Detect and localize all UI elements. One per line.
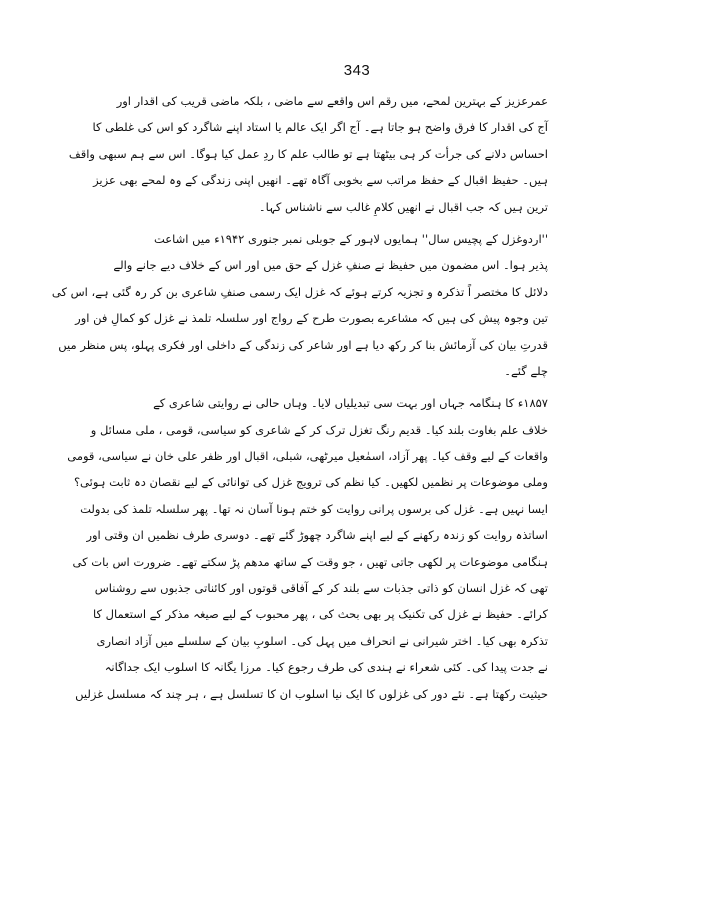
text-line: چلے گئے۔ [504,363,548,378]
text-line: واقعات کے لیے وقف کیا۔ پھر آزاد، اسمٰعیل میرٹھی، شبلی، اقبال اور ظفر علی خان نے سیاسی، قومی [67,449,548,464]
text-line: آج کی اقدار کا فرق واضح ہو جاتا ہے۔ آج اگر ایک عالم یا استاد اپنے شاگرد کو اس کی غلطی کا [92,120,548,135]
text-line: ایسا نہیں ہے۔ غزل کی برسوں پرانی روایت کو ختم ہونا آسان نہ تھا۔ پھر سلسلہ تلمذ کی بدولت [80,501,548,516]
text-line: ہنگامی موضوعات پر لکھی جاتی تھیں ، جو وقت کے ساتھ مدھم پڑ سکتے تھے۔ ضرورت اس بات کی [72,554,548,569]
text-line: ہیں۔ حفیظ اقبال کے حفظ مراتب سے بخوبی آگاہ تھے۔ انھیں اپنی زندگی کے وہ لمحے بھی عزیز [93,173,548,188]
text-line: نے جدت پیدا کی۔ کئی شعراء نے ہندی کی طرف رجوع کیا۔ مرزا یگانہ کا اسلوب ایک جداگانہ [104,660,548,675]
text-line: حیثیت رکھتا ہے۔ نئے دور کی غزلوں کا ایک نیا اسلوب ان کا تسلسل ہے ، ہر چند کہ مسلسل غزلیں [75,686,548,701]
text-line: اساتذہ روایت کو زندہ رکھنے کے لیے اپنے شاگرد چھوڑ گئے تھے۔ دوسری طرف نظمیں ان وقتی اور [86,528,548,543]
text-line: احساس دلانے کی جرأت کر ہی بیٹھتا ہے تو طالب علم کا ردِ عمل کیا ہوگا۔ اس سے ہم سبھی واقف [68,146,548,161]
page-number: 343 [343,62,371,79]
paragraph [51,226,548,384]
text-line: خلاف علم بغاوت بلند کیا۔ قدیم رنگ تغزل ترک کر کے شاعری کو سیاسی، قومی ، ملی مسائل و [90,422,548,437]
text-line: تین وجوہ پیش کی ہیں کہ مشاعرے بصورت طرح کے رواج اور سلسلہ تلمذ نے غزل کو کمالِ فن اور [75,311,548,326]
paragraph [67,390,548,707]
text-line: پذیر ہوا۔ اس مضمون میں حفیظ نے صنفِ غزل کے حق میں اور اس کے خلاف دیے جانے والے [113,258,548,273]
text-line: قدرتِ بیان کی آزمائش بنا کر رکھ دیا ہے اور شاعر کی زندگی کے داخلی اور فکری پہلو، پس منظر میں [58,337,548,352]
paragraph [68,88,548,220]
text-line: دلائل کا مختصر اً تذکرہ و تجزیہ کرتے ہوئے کہ غزل ایک رسمی صنفِ شاعری بن کر رہ گئی ہے، اس کی [51,284,548,299]
text-line: تذکرہ بھی کیا۔ اختر شیرانی نے انحراف میں پہل کی۔ اسلوبِ بیان کے سلسلے میں آزاد انصاری [96,633,548,648]
text-line: وملی موضوعات پر نظمیں لکھیں۔ کیا نظم کی ترویج غزل کی توانائی کے لیے نقصان دہ ثابت ہوئی؟ [73,475,548,490]
text-line: ''اردوغزل کے پچیس سال'' ہمایوں لاہور کے جوبلی نمبر جنوری ۱۹۴۲ء میں اشاعت [154,231,548,246]
text-line: کرائے۔ حفیظ نے غزل کی تکنیک پر بھی بحث کی ، پھر محبوب کے لیے صیغہ مذکر کے استعمال کا [93,607,548,622]
text-line: عمرعزیز کے بہترین لمحے، میں رقم اس واقعے سے ماضی ، بلکہ ماضی قریب کی اقدار اور [116,94,548,108]
text-line: ۱۸۵۷ء کا ہنگامہ جہاں اور بہت سی تبدیلیاں لایا۔ وہاں حالی نے روایتی شاعری کے [153,396,548,411]
page-body [51,88,548,707]
text-line: تھی کہ غزل انسان کو ذاتی جذبات سے بلند کر کے آفاقی قوتوں اور کائناتی جذبوں سے روشناس [94,581,548,596]
text-line: ترین ہیں کہ جب اقبال نے انھیں کلامِ غالب سے ناشناس کہا۔ [258,199,548,214]
